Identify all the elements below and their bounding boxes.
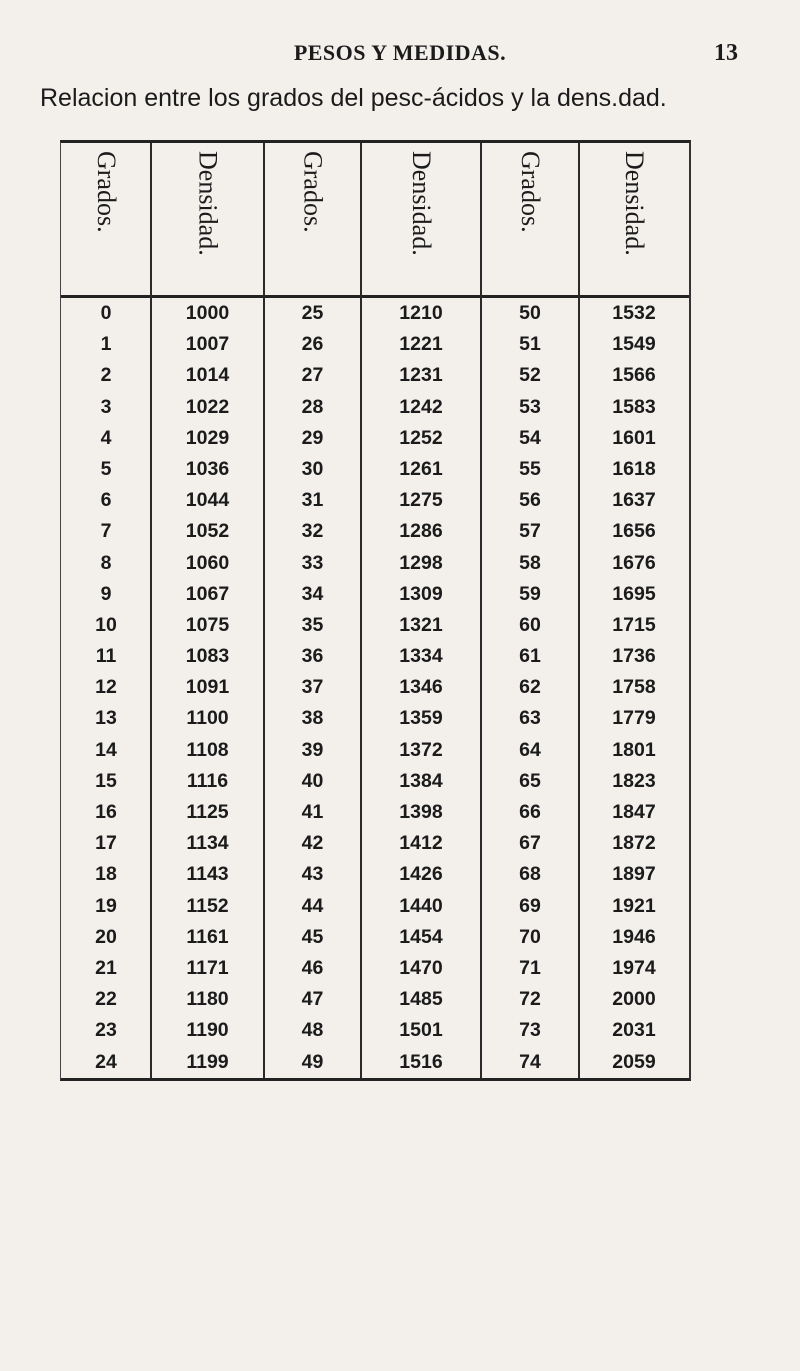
densidad-cell: 1029 <box>185 426 230 449</box>
densidad-cell: 1516 <box>399 1050 443 1073</box>
density-table <box>60 140 691 1081</box>
densidad-cell: 1171 <box>186 956 229 979</box>
grados-cell: 11 <box>95 645 117 668</box>
densidad-cell: 1637 <box>612 489 656 512</box>
grados-cell: 47 <box>301 988 324 1011</box>
densidad-cell: 1231 <box>399 364 443 387</box>
densidad-cell: 1847 <box>612 801 656 823</box>
densidad-cell: 1321 <box>399 613 443 636</box>
grados-cell: 42 <box>301 832 324 855</box>
grados-cell: 50 <box>519 302 541 324</box>
densidad-cell: 1125 <box>186 801 229 823</box>
table-header-row <box>61 143 689 298</box>
grados-cell: 1 <box>100 333 112 356</box>
densidad-cell: 1549 <box>612 333 656 356</box>
grados-cell: 3 <box>100 395 112 418</box>
table-row <box>61 392 689 423</box>
grados-cell: 22 <box>95 988 117 1011</box>
column-header: Grados. <box>516 151 545 233</box>
table-row <box>61 703 689 734</box>
grados-cell: 8 <box>100 551 112 574</box>
table-row <box>61 953 689 984</box>
table-row <box>61 1015 689 1046</box>
grados-cell: 48 <box>301 1019 324 1042</box>
densidad-cell: 1091 <box>185 676 230 699</box>
grados-cell: 49 <box>301 1050 324 1073</box>
densidad-cell: 1286 <box>399 520 443 543</box>
densidad-cell: 1583 <box>612 395 656 418</box>
densidad-cell: 1152 <box>186 894 229 917</box>
grados-cell: 10 <box>95 613 117 636</box>
grados-cell: 15 <box>95 769 117 792</box>
densidad-cell: 1695 <box>612 582 656 605</box>
densidad-cell: 1485 <box>399 988 443 1011</box>
grados-cell: 43 <box>301 863 324 886</box>
densidad-cell: 1014 <box>185 364 230 387</box>
densidad-cell: 1298 <box>399 551 443 574</box>
table-row <box>61 641 689 672</box>
densidad-cell: 2059 <box>612 1050 656 1073</box>
grados-cell: 53 <box>519 395 541 418</box>
densidad-cell: 1501 <box>399 1019 443 1042</box>
densidad-cell: 1067 <box>185 582 230 605</box>
grados-cell: 40 <box>301 769 324 792</box>
grados-cell: 59 <box>519 582 541 605</box>
grados-cell: 19 <box>95 894 117 917</box>
table-row <box>61 579 689 610</box>
grados-cell: 2 <box>100 364 112 387</box>
grados-cell: 57 <box>519 520 541 543</box>
grados-cell: 6 <box>100 489 112 512</box>
grados-cell: 0 <box>100 302 112 324</box>
densidad-cell: 1190 <box>186 1019 229 1042</box>
grados-cell: 16 <box>95 801 117 823</box>
table-body <box>61 298 689 1078</box>
densidad-cell: 1656 <box>612 520 656 543</box>
grados-cell: 74 <box>519 1050 541 1073</box>
densidad-cell: 1872 <box>612 832 656 855</box>
densidad-cell: 1779 <box>612 707 656 730</box>
grados-cell: 71 <box>519 956 541 979</box>
grados-cell: 35 <box>301 613 324 636</box>
densidad-cell: 1897 <box>612 863 656 886</box>
grados-cell: 41 <box>301 801 324 823</box>
densidad-cell: 1946 <box>612 925 656 948</box>
grados-cell: 61 <box>519 645 541 668</box>
grados-cell: 46 <box>301 956 324 979</box>
column-header: Grados. <box>298 151 328 233</box>
densidad-cell: 1060 <box>185 551 230 574</box>
densidad-cell: 1242 <box>399 395 443 418</box>
densidad-cell: 1134 <box>186 832 229 855</box>
grados-cell: 55 <box>519 457 541 480</box>
page-header <box>0 40 800 70</box>
column-header: Densidad. <box>620 151 649 256</box>
grados-cell: 12 <box>95 676 117 699</box>
grados-cell: 7 <box>100 520 112 543</box>
densidad-cell: 2031 <box>612 1019 656 1042</box>
table-caption: Relacion entre los grados del pesc-ácidos y la dens.dad. <box>40 84 667 112</box>
grados-cell: 27 <box>301 364 324 387</box>
grados-cell: 60 <box>519 613 541 636</box>
grados-cell: 64 <box>519 738 541 761</box>
densidad-cell: 1143 <box>186 863 229 886</box>
grados-cell: 13 <box>95 707 117 730</box>
table-row <box>61 298 689 329</box>
grados-cell: 52 <box>519 364 541 387</box>
table-row <box>61 1047 689 1078</box>
grados-cell: 20 <box>95 925 117 948</box>
grados-cell: 4 <box>100 426 112 449</box>
densidad-cell: 1412 <box>399 832 443 855</box>
grados-cell: 32 <box>301 520 324 543</box>
table-row <box>61 360 689 391</box>
densidad-cell: 1252 <box>399 426 443 449</box>
grados-cell: 26 <box>301 333 324 356</box>
grados-cell: 36 <box>301 645 324 668</box>
densidad-cell: 1440 <box>399 894 443 917</box>
densidad-cell: 1601 <box>612 426 656 449</box>
grados-cell: 58 <box>519 551 541 574</box>
densidad-cell: 1083 <box>185 645 230 668</box>
table-row <box>61 797 689 828</box>
grados-cell: 38 <box>301 707 324 730</box>
grados-cell: 14 <box>95 738 117 761</box>
grados-cell: 21 <box>95 956 117 979</box>
densidad-cell: 1221 <box>399 333 443 356</box>
grados-cell: 39 <box>301 738 324 761</box>
grados-cell: 30 <box>301 457 324 480</box>
grados-cell: 33 <box>301 551 324 574</box>
densidad-cell: 1359 <box>399 707 443 730</box>
densidad-cell: 1454 <box>399 925 443 948</box>
densidad-cell: 1384 <box>399 769 443 792</box>
densidad-cell: 1036 <box>185 457 230 480</box>
densidad-cell: 1758 <box>612 676 656 699</box>
grados-cell: 28 <box>301 395 324 418</box>
densidad-cell: 1823 <box>612 769 656 792</box>
densidad-cell: 1052 <box>185 520 230 543</box>
densidad-cell: 1100 <box>186 707 229 730</box>
densidad-cell: 1108 <box>186 738 229 761</box>
grados-cell: 56 <box>519 489 541 512</box>
densidad-cell: 1261 <box>399 457 443 480</box>
grados-cell: 45 <box>301 925 324 948</box>
table-row <box>61 922 689 953</box>
densidad-cell: 1470 <box>399 956 443 979</box>
densidad-cell: 1426 <box>399 863 443 886</box>
grados-cell: 44 <box>301 894 324 917</box>
densidad-cell: 1566 <box>612 364 656 387</box>
densidad-cell: 1346 <box>399 676 443 699</box>
grados-cell: 23 <box>95 1019 117 1042</box>
table-row <box>61 548 689 579</box>
grados-cell: 70 <box>519 925 541 948</box>
grados-cell: 17 <box>95 832 117 855</box>
grados-cell: 34 <box>301 582 324 605</box>
densidad-cell: 1398 <box>399 801 443 823</box>
densidad-cell: 1334 <box>399 645 443 668</box>
densidad-cell: 1161 <box>186 925 229 948</box>
grados-cell: 72 <box>519 988 541 1011</box>
table-row <box>61 828 689 859</box>
densidad-cell: 2000 <box>612 988 656 1011</box>
grados-cell: 54 <box>519 426 541 449</box>
densidad-cell: 1116 <box>186 769 229 792</box>
table-row <box>61 984 689 1015</box>
grados-cell: 25 <box>301 302 324 324</box>
grados-cell: 31 <box>301 489 324 512</box>
densidad-cell: 1007 <box>185 333 230 356</box>
densidad-cell: 1801 <box>612 738 656 761</box>
grados-cell: 18 <box>95 863 117 886</box>
table-row <box>61 672 689 703</box>
densidad-cell: 1210 <box>399 302 443 324</box>
densidad-cell: 1676 <box>612 551 656 574</box>
grados-cell: 37 <box>301 676 324 699</box>
grados-cell: 5 <box>100 457 112 480</box>
densidad-cell: 1275 <box>399 489 443 512</box>
grados-cell: 63 <box>519 707 541 730</box>
table-row <box>61 329 689 360</box>
grados-cell: 29 <box>301 426 324 449</box>
grados-cell: 69 <box>519 894 541 917</box>
densidad-cell: 1075 <box>185 613 230 636</box>
table-row <box>61 735 689 766</box>
column-header: Densidad. <box>193 151 223 256</box>
densidad-cell: 1974 <box>612 956 656 979</box>
table-row <box>61 891 689 922</box>
densidad-cell: 1715 <box>612 613 656 636</box>
page-number: 13 <box>714 40 738 66</box>
grados-cell: 9 <box>100 582 112 605</box>
densidad-cell: 1022 <box>185 395 230 418</box>
densidad-cell: 1000 <box>185 302 230 324</box>
running-head: PESOS Y MEDIDAS. <box>293 40 507 65</box>
densidad-cell: 1921 <box>612 894 656 917</box>
densidad-cell: 1199 <box>186 1050 229 1073</box>
grados-cell: 62 <box>519 676 541 699</box>
densidad-cell: 1309 <box>399 582 443 605</box>
densidad-cell: 1618 <box>612 457 656 480</box>
grados-cell: 66 <box>519 801 541 823</box>
grados-cell: 51 <box>519 333 541 356</box>
table-row <box>61 859 689 890</box>
grados-cell: 73 <box>519 1019 541 1042</box>
table-row <box>61 766 689 797</box>
densidad-cell: 1044 <box>185 489 230 512</box>
grados-cell: 68 <box>519 863 541 886</box>
densidad-cell: 1180 <box>186 988 229 1011</box>
table-row <box>61 423 689 454</box>
table-row <box>61 610 689 641</box>
table-row <box>61 516 689 547</box>
table-row <box>61 454 689 485</box>
densidad-cell: 1736 <box>612 645 656 668</box>
grados-cell: 65 <box>519 769 541 792</box>
table-row <box>61 485 689 516</box>
column-header: Densidad. <box>407 151 436 256</box>
grados-cell: 67 <box>519 832 541 855</box>
column-header: Grados. <box>92 151 121 233</box>
densidad-cell: 1532 <box>612 302 656 324</box>
grados-cell: 24 <box>95 1050 117 1073</box>
densidad-cell: 1372 <box>399 738 443 761</box>
